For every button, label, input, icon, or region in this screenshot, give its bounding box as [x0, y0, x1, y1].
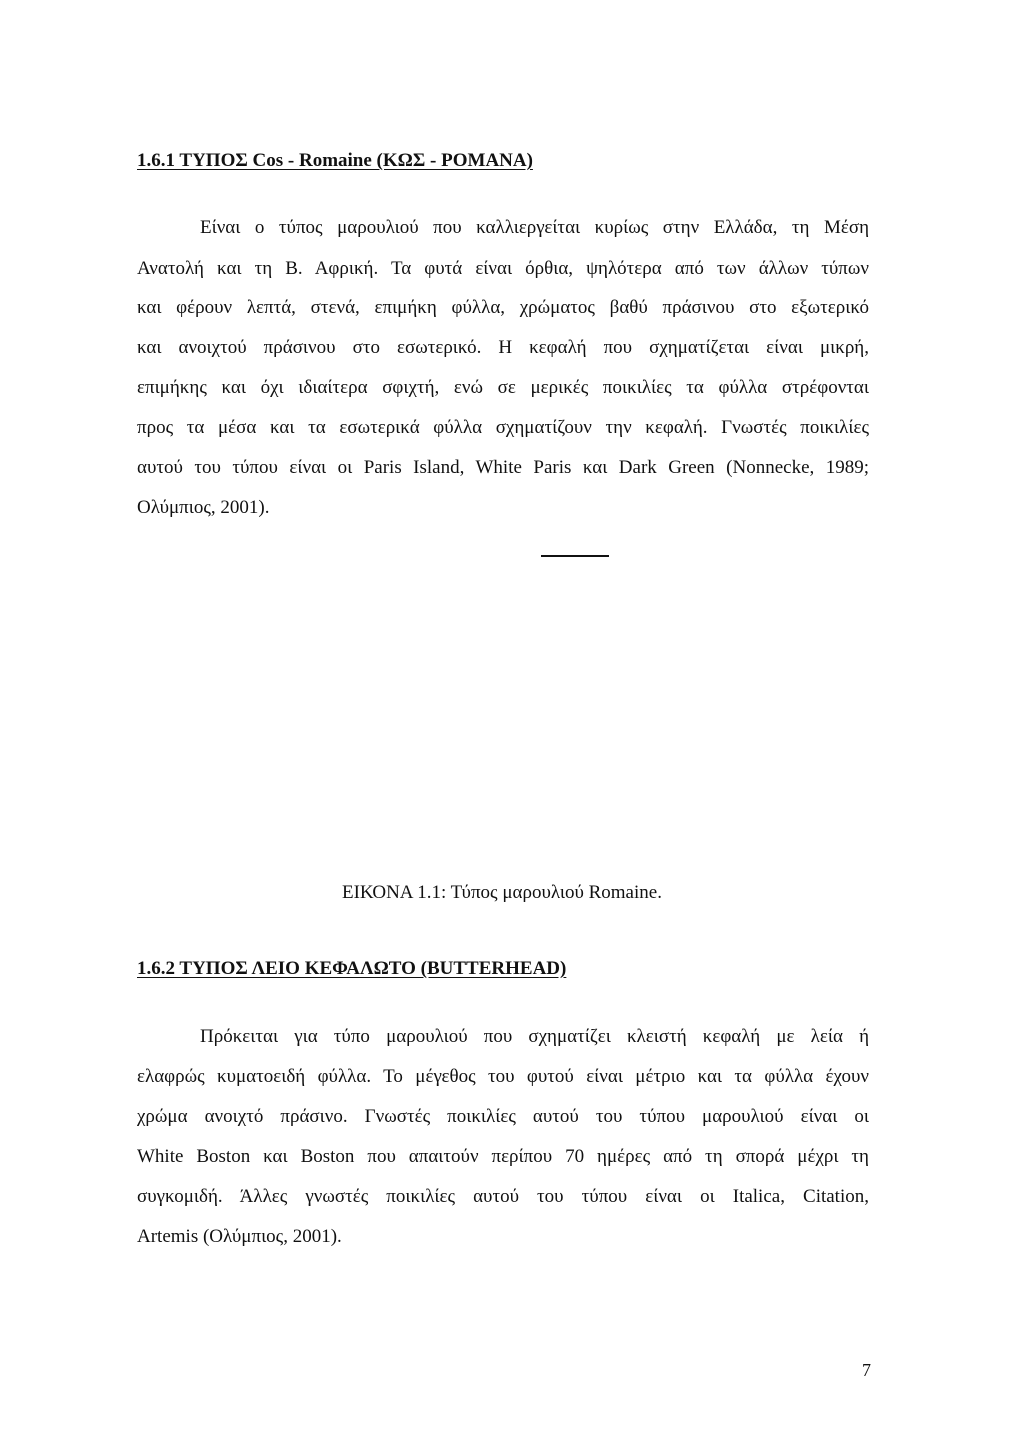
text-line: Ανατολή και τη Β. Αφρική. Τα φυτά είναι όρθια, ψηλότερα από των άλλων τύπων	[137, 258, 869, 279]
text-line: προς τα μέσα και τα εσωτερικά φύλλα σχηματίζουν την κεφαλή. Γνωστές ποικιλίες	[137, 417, 869, 438]
section-heading-romaine: 1.6.1 ΤΥΠΟΣ Cos - Romaine (ΚΩΣ - ΡΟΜΑΝΑ)	[137, 150, 533, 171]
text-line: επιμήκης και όχι ιδιαίτερα σφιχτή, ενώ σε μερικές ποικιλίες τα φύλλα στρέφονται	[137, 377, 869, 398]
text-line: και ανοιχτού πράσινου στο εσωτερικό. Η κεφαλή που σχηματίζεται είναι μικρή,	[137, 337, 869, 358]
text-line: συγκομιδή. Άλλες γνωστές ποικιλίες αυτού του τύπου είναι οι Italica, Citation,	[137, 1186, 869, 1207]
text-line: ελαφρώς κυματοειδή φύλλα. Το μέγεθος του φυτού είναι μέτριο και τα φύλλα έχουν	[137, 1066, 869, 1087]
text-line: White Boston και Boston που απαιτούν περίπου 70 ημέρες από τη σπορά μέχρι τη	[137, 1146, 869, 1167]
text-line: Είναι ο τύπος μαρουλιού που καλλιεργείται κυρίως στην Ελλάδα, τη Μέση	[200, 217, 869, 238]
text-line: Ολύμπιος, 2001).	[137, 497, 270, 518]
section-heading-butterhead: 1.6.2 ΤΥΠΟΣ ΛΕΙΟ ΚΕΦΑΛΩΤΟ (BUTTERHEAD)	[137, 958, 567, 979]
page-number: 7	[862, 1360, 871, 1380]
text-line: Πρόκειται για τύπο μαρουλιού που σχηματίζει κλειστή κεφαλή με λεία ή	[200, 1026, 869, 1047]
text-line: αυτού του τύπου είναι οι Paris Island, White Paris και Dark Green (Nonnecke, 1989;	[137, 457, 869, 478]
text-line: και φέρουν λεπτά, στενά, επιμήκη φύλλα, χρώματος βαθύ πράσινου στο εξωτερικό	[137, 297, 869, 318]
text-line: Artemis (Ολύμπιος, 2001).	[137, 1226, 342, 1247]
figure-caption: ΕΙΚΟΝΑ 1.1: Τύπος μαρουλιού Romaine.	[342, 882, 662, 903]
text-line: χρώμα ανοιχτό πράσινο. Γνωστές ποικιλίες αυτού του τύπου μαρουλιού είναι οι	[137, 1106, 869, 1127]
figure-placeholder-rule	[541, 555, 609, 557]
